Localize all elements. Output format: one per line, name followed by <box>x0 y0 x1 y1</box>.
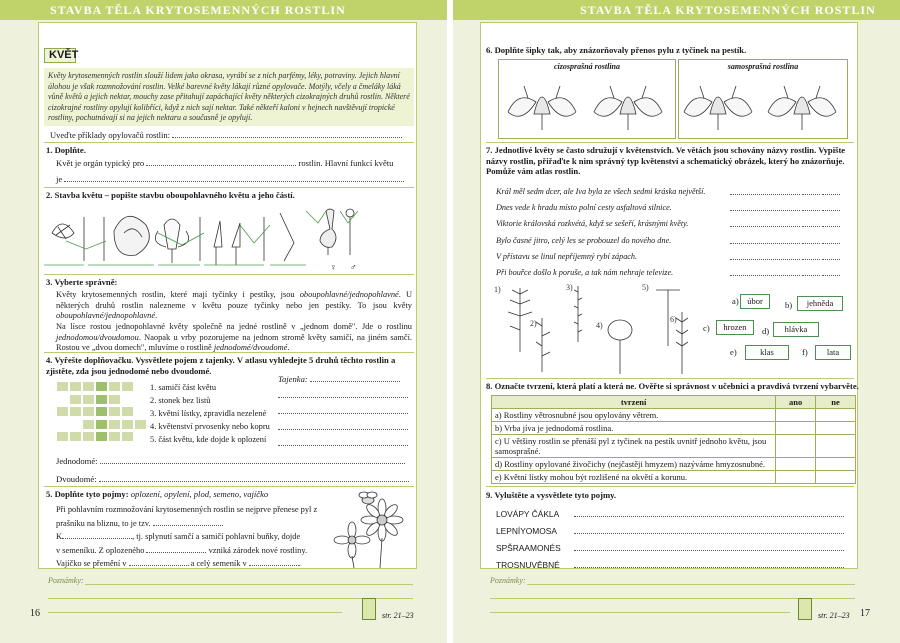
no-cell[interactable] <box>816 422 856 435</box>
separator <box>486 378 854 379</box>
pollination-flower-diagrams <box>500 74 846 136</box>
table-row <box>492 409 856 422</box>
left-pages-ref: str. 21–23 <box>382 611 414 620</box>
q3-text: . Naopak u vrby pozorujeme na jednom stromě květy samičí, na jiném samčí. Rostou ve „dvou domech", mluvíme o rostlině <box>56 332 412 352</box>
crossword-cell[interactable] <box>95 431 108 442</box>
left-page-number: 16 <box>30 608 40 619</box>
q5-title-row <box>46 489 268 499</box>
notes-line[interactable] <box>490 612 790 613</box>
q5-blank[interactable] <box>249 565 299 566</box>
clue-1: 1. samičí část květu <box>150 383 217 392</box>
separator <box>44 352 414 353</box>
tajenka-line[interactable] <box>278 397 408 398</box>
left-header-title: STAVBA TĚLA KRYTOSEMENNÝCH ROSTLIN <box>50 3 346 17</box>
q5-line: . <box>298 559 301 568</box>
pollinators-label: Uveďte příklady opylovačů rostlin: <box>50 130 170 140</box>
answer-line[interactable] <box>822 226 840 227</box>
female-symbol: ♀ <box>330 262 337 272</box>
crossword-cell[interactable] <box>56 381 69 392</box>
q1-line1 <box>56 158 393 168</box>
answer-line[interactable] <box>730 194 800 195</box>
sentence-2: Dnes vede k hradu místo polní cesty asfaltová silnice. <box>496 203 672 213</box>
q1-blank-1[interactable] <box>146 165 296 166</box>
tajenka-area <box>278 374 412 448</box>
crossword-cell[interactable] <box>108 381 121 392</box>
flower-structure-diagram <box>44 203 414 275</box>
clue-4: 4. květenství prvosenky nebo kopru <box>150 422 270 431</box>
q1-text-c: je <box>56 174 63 184</box>
crossword-cell[interactable] <box>82 394 95 405</box>
crossword-cell[interactable] <box>95 381 108 392</box>
notes-line[interactable] <box>527 584 855 585</box>
fig-label-4: 4) <box>596 321 603 330</box>
answer-line[interactable] <box>730 226 800 227</box>
separator <box>44 274 414 275</box>
q3-text: . U některých druhů rostlin nalezneme v květu pouze tyčinky nebo jen pestíky. To jsou květy <box>56 290 412 310</box>
statements-table <box>491 395 856 484</box>
q5-terms: oplození, opylení, plod, semeno, vajíčko <box>130 489 269 499</box>
crossword-cell[interactable] <box>134 419 147 430</box>
header-statement: tvrzení <box>492 396 776 409</box>
q1-title: 1. Doplňte. <box>46 145 86 155</box>
flowers-bee-illustration <box>330 490 410 568</box>
jednodome-line[interactable] <box>100 463 405 464</box>
statement-cell: b) Vrba jíva je jednodomá rostlina. <box>492 422 776 435</box>
answer-line[interactable] <box>802 243 820 244</box>
q6-title: 6. Doplňte šipky tak, aby znázorňovaly přenos pylu z tyčinek na pestík. <box>486 45 747 55</box>
answer-line[interactable] <box>730 259 800 260</box>
answer-box-hlavka: hlávka <box>773 322 819 337</box>
crossword-cell[interactable] <box>82 381 95 392</box>
yes-cell[interactable] <box>776 409 816 422</box>
crossword-cell[interactable] <box>121 419 134 430</box>
right-page-number: 17 <box>860 608 870 619</box>
publisher-logo-icon <box>362 598 376 620</box>
flower-part-sketch <box>52 224 74 238</box>
table-header-row <box>492 396 856 409</box>
q2-title: 2. Stavba květu – popište stavbu oboupohlavného květu a jeho částí. <box>46 190 295 200</box>
answer-line[interactable] <box>822 243 840 244</box>
tajenka-line[interactable] <box>278 413 408 414</box>
crossword-cell[interactable] <box>121 406 134 417</box>
q5-blank[interactable] <box>146 552 206 553</box>
word-answer-line[interactable] <box>574 533 844 534</box>
crossword-cell[interactable] <box>108 431 121 442</box>
crossword-cell[interactable] <box>69 406 82 417</box>
q1-text-a: Květ je orgán typický pro <box>56 158 145 168</box>
q5-line: Vajíčko se přemění v <box>56 559 127 568</box>
q6-col2-label: samosprašná rostlina <box>727 62 799 71</box>
answer-line[interactable] <box>822 259 840 260</box>
separator <box>44 187 414 188</box>
q9-words <box>496 506 852 574</box>
crossword-cell[interactable] <box>95 406 108 417</box>
no-cell[interactable] <box>816 409 856 422</box>
crossword-grid <box>56 381 148 445</box>
q5-line: vzniká zárodek nové rostliny. <box>208 545 308 555</box>
q5-line: , tj. splynutí samčí a samičí pohlavní buňky, dojde <box>132 532 301 541</box>
clue-5: 5. část květu, kde dojde k oplození <box>150 435 267 444</box>
q3-choice-2[interactable]: oboupohlavné/jednopohlavné <box>56 311 156 320</box>
pollinators-prompt <box>50 130 402 140</box>
separator <box>44 486 414 487</box>
word-3: SPŠRAAMONÉS <box>496 543 561 553</box>
right-pages-ref: str. 21–23 <box>818 611 850 620</box>
yes-cell[interactable] <box>776 422 816 435</box>
sentence-1: Král měl sedm dcer, ale Iva byla ze všech sedmi kráska největší. <box>496 187 706 196</box>
sentence-4: Bylo časné jitro, celý les se probouzel do nového dne. <box>496 235 672 245</box>
q5-text <box>56 503 326 571</box>
answer-line[interactable] <box>730 210 800 211</box>
crossword-cell[interactable] <box>82 406 95 417</box>
q1-line2 <box>56 174 404 184</box>
crossword-cell[interactable] <box>82 419 95 430</box>
table-row <box>492 471 856 484</box>
statement-cell: e) Květní lístky mohou být rozlišené na okvětí a korunu. <box>492 471 776 484</box>
right-notes-label: Poznámky: <box>490 576 526 585</box>
left-notes-label: Poznámky: <box>48 576 84 585</box>
crossword-cell[interactable] <box>121 431 134 442</box>
crossword-cell[interactable] <box>95 419 108 430</box>
answer-line[interactable] <box>802 259 820 260</box>
answer-line[interactable] <box>802 275 820 276</box>
sentence-6: Při bouřce došlo k poruše, a tak nám nehraje televize. <box>496 268 674 278</box>
answer-label-b: b) <box>785 300 793 310</box>
answer-box-lata: lata <box>815 345 851 360</box>
tajenka-label: Tajenka: <box>278 374 308 384</box>
yes-cell[interactable] <box>776 471 816 484</box>
crossword-clues <box>150 381 270 446</box>
yes-cell[interactable] <box>776 435 816 458</box>
pollinators-answer-line[interactable] <box>172 137 402 138</box>
q5-blank[interactable] <box>129 565 189 566</box>
q5-line: v semeníku. Z oplozeného <box>56 545 145 555</box>
inflorescence-diagrams <box>494 282 714 378</box>
fig-label-6: 6) <box>670 315 677 324</box>
crossword-cell[interactable] <box>69 394 82 405</box>
crossword-cell[interactable] <box>108 406 121 417</box>
table-row <box>492 435 856 458</box>
right-page-header <box>453 0 900 20</box>
answer-label-c: c) <box>703 323 710 333</box>
q3-paragraph-2: Na lísce rostou jednopohlavné květy společně na jedné rostlině v „jednom domě". Jde o rostlinu jednodomou/dvoudomou. Naopak u vrby pozorujeme na jednom stromě květy samičí, na jiném samčí. Rostou ve „dvou domech", mluvíme o rostlině jednodomé/dvoudomé. <box>56 322 412 352</box>
q4-title: 4. Vyřešte doplňovačku. Vysvětlete pojem z tajenky. V atlasu vyhledejte 5 druhů těchto rostlin a zjistěte, zda jsou jednodomé nebo dvoudomé. <box>46 355 396 376</box>
crossword-cell[interactable] <box>95 394 108 405</box>
fig-label-2: 2) <box>530 319 537 328</box>
q7-title: 7. Jednotlivé květy se často sdružují v květenstvích. Ve větách jsou schovány názvy rostlin. Vypište názvy rostlin, přiřaďte k nim správný typ květenství a schematický obrázek, který ho znázorňuje. Pomůže vám atlas rostlin. <box>486 145 846 176</box>
notes-line[interactable] <box>48 598 413 599</box>
header-no: ne <box>816 396 856 409</box>
sentence-5: V přístavu se linul nepříjemný rybí zápach. <box>496 251 638 261</box>
answer-box-jehneda: jehněda <box>797 296 843 311</box>
crossword-cell[interactable] <box>69 381 82 392</box>
tajenka-line[interactable] <box>310 381 400 382</box>
q5-line: Při pohlavním rozmnožování krytosemenných rostlin se nejprve přenese pyl z prašníku na bliznu, to je tzv. <box>56 505 318 528</box>
statement-cell: d) Rostliny opylované živočichy (nejčastěji hmyzem) nazýváme hmyzosnubné. <box>492 458 776 471</box>
answer-label-a: a) <box>732 296 739 306</box>
q7-answer-lines <box>730 184 850 281</box>
statement-cell: a) Rostliny větrosnubné jsou opylovány větrem. <box>492 409 776 422</box>
q1-text-b: rostlin. Hlavní funkcí květu <box>298 158 394 168</box>
statement-cell: c) U většiny rostlin se přenáší pyl z tyčinek na pestík uvnitř jednoho květu, jsou samosprašné. <box>492 435 776 458</box>
separator <box>44 142 414 143</box>
answer-label-d: d) <box>762 326 770 336</box>
header-yes: ano <box>776 396 816 409</box>
crossword-cell[interactable] <box>108 419 121 430</box>
q3-choice-3[interactable]: jednodomou/dvoudomou <box>56 332 139 342</box>
answer-label-e: e) <box>730 347 737 357</box>
answer-line[interactable] <box>730 275 800 276</box>
q3-text: Na lísce rostou jednopohlavné květy společně na jedné rostlině v „jednom domě". Jde o rostlinu <box>56 322 412 331</box>
kvet-box-title: KVĚT <box>44 48 76 63</box>
q8-title: 8. Označte tvrzení, která platí a která ne. Ověřte si správnost v učebnici a pravdivá tvrzení vybarvěte. <box>486 381 859 391</box>
separator <box>486 142 854 143</box>
no-cell[interactable] <box>816 471 856 484</box>
clue-3: 3. květní lístky, zpravidla nezelené <box>150 409 267 418</box>
jednodome-row <box>56 456 405 466</box>
dvoudome-row <box>56 474 409 484</box>
q3-paragraph-1: Květy krytosemenných rostlin, které mají tyčinky i pestíky, jsou oboupohlavné/jednopohlavné. U některých druhů rostlin nalezneme v květu pouze tyčinky nebo jen pestíky. To jsou květy oboupohlavné/jednopohlavné. <box>56 290 412 320</box>
fig-label-5: 5) <box>642 283 649 292</box>
q1-blank-2[interactable] <box>64 181 404 182</box>
answer-label-f: f) <box>802 347 808 357</box>
q5-blank[interactable] <box>153 525 223 526</box>
jednodome-label: Jednodomé: <box>56 456 98 466</box>
q6-col1-label: cizosprašná rostlina <box>553 62 621 71</box>
answer-line[interactable] <box>822 275 840 276</box>
tajenka-line[interactable] <box>278 429 408 430</box>
dvoudome-label: Dvoudomé: <box>56 474 97 484</box>
answer-line[interactable] <box>802 194 820 195</box>
right-header-title: STAVBA TĚLA KRYTOSEMENNÝCH ROSTLIN <box>580 3 876 17</box>
answer-line[interactable] <box>802 226 820 227</box>
word-1: LOVÁPY ČÁKLA <box>496 509 560 519</box>
word-answer-line[interactable] <box>574 567 844 568</box>
table-row <box>492 458 856 471</box>
notes-line[interactable] <box>85 584 413 585</box>
q5-title: 5. Doplňte tyto pojmy: <box>46 489 131 499</box>
crossword-cell[interactable] <box>108 394 121 405</box>
answer-line[interactable] <box>802 210 820 211</box>
answer-line[interactable] <box>730 243 800 244</box>
word-2: LEPNÍYOMOSA <box>496 526 557 536</box>
crossword-cell[interactable] <box>56 431 69 442</box>
crossword-cell[interactable] <box>121 381 134 392</box>
q3-text: Květy krytosemenných rostlin, které mají tyčinky i pestíky, jsou <box>56 290 300 299</box>
crossword-cell[interactable] <box>69 431 82 442</box>
left-page-header <box>0 0 447 20</box>
word-4: TROSNUVĚBNÉ <box>496 560 560 570</box>
sentence-3: Viktorie královská rozkvétá, když se sešeří, krásnými květy. <box>496 219 689 229</box>
fig-label-1: 1) <box>494 285 501 294</box>
answer-line[interactable] <box>822 210 840 211</box>
publisher-logo-icon <box>798 598 812 620</box>
crossword-cell[interactable] <box>56 406 69 417</box>
male-symbol: ♂ <box>350 262 357 272</box>
answer-box-klas: klas <box>745 345 789 360</box>
tajenka-line[interactable] <box>278 445 408 446</box>
no-cell[interactable] <box>816 458 856 471</box>
q5-line: K <box>56 532 63 541</box>
answer-box-ubor: úbor <box>740 294 770 309</box>
word-answer-line[interactable] <box>574 550 844 551</box>
table-row <box>492 422 856 435</box>
notes-line[interactable] <box>48 612 342 613</box>
word-answer-line[interactable] <box>574 516 844 517</box>
q3-choice-4[interactable]: jednodomé/dvoudomé <box>213 343 288 352</box>
answer-line[interactable] <box>822 194 840 195</box>
fig-label-3: 3) <box>566 283 573 292</box>
crossword-cell[interactable] <box>82 431 95 442</box>
q9-title: 9. Vyluštěte a vysvětlete tyto pojmy. <box>486 490 617 500</box>
intro-text: Květy krytosemenných rostlin slouží lidem jako okrasa, vyrábí se z nich parfémy, léky, potraviny. Jejich hlavní úlohou je však rozmnožování rostlin. Velké barevné květy lákají různé opylovače. Motýly, včely a čmeláky láká vůně květů a jejich nektar, mouchy zase přitahují zapáchající květy některých cizokrajných druhů rostlin. Některé cizokrajné rostliny opylují kolibříci, když z nich sají nektar. Také někteří kaloni v hejnech navštěvují tropické rostliny, pochutnávají si na jejich nektaru a současně je opylují. <box>44 68 414 126</box>
separator <box>486 486 854 487</box>
no-cell[interactable] <box>816 435 856 458</box>
dvoudome-line[interactable] <box>99 481 409 482</box>
q3-title: 3. Vyberte správně: <box>46 277 118 287</box>
clue-2: 2. stonek bez listů <box>150 396 211 405</box>
q3-choice-1[interactable]: oboupohlavné/jednopohlavné <box>299 290 399 299</box>
answer-box-hrozen: hrozen <box>716 320 754 335</box>
q5-blank[interactable] <box>62 538 132 539</box>
q5-line: a celý semeník v <box>190 559 247 568</box>
yes-cell[interactable] <box>776 458 816 471</box>
